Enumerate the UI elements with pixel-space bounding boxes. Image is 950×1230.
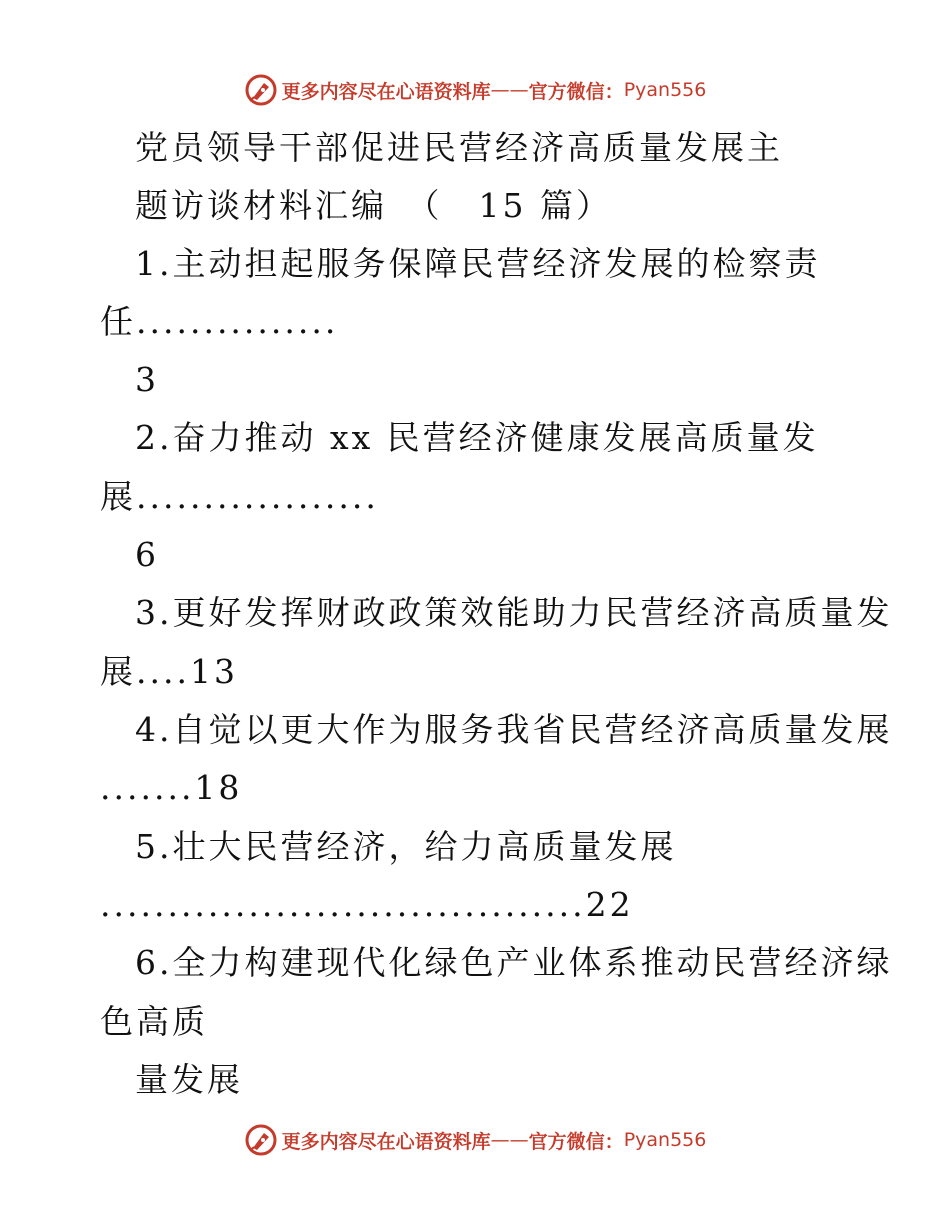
watermark-banner-bottom [0,1120,950,1160]
watermark-wechat-label: 官方微信： [528,1130,624,1153]
watermark-brand: 更多内容尽在心语资料库 [281,80,491,103]
watermark-wechat-label: 官方微信： [528,80,624,103]
document-title-line-1: 党员领导干部促进民营经济高质量发展主 [135,128,783,167]
toc-item-1: 1.主动担起服务保障民营经济发展的检察责 [135,244,821,283]
toc-item-6-cont-2: 量发展 [135,1060,243,1099]
toc-item-5-cont: ....................................22 [100,885,634,924]
toc-item-2-cont: 展.................. [100,477,379,516]
toc-item-6: 6.全力构建现代化绿色产业体系推动民营经济绿 [135,943,893,982]
toc-item-1-page: 3 [135,360,159,399]
watermark-separator: —— [490,79,529,101]
toc-item-4-cont: .......18 [100,768,243,807]
toc-item-4: 4.自觉以更大作为服务我省民营经济高质量发展 [135,710,893,749]
watermark-brand: 更多内容尽在心语资料库 [281,1130,491,1153]
watermark-wechat-id: Pyan556 [623,79,707,101]
toc-item-6-cont: 色高质 [100,1002,208,1041]
toc-item-3: 3.更好发挥财政政策效能助力民营经济高质量发 [135,593,893,632]
pen-nib-circle-icon [244,1123,278,1157]
pen-nib-circle-icon [244,73,278,107]
watermark-separator: —— [490,1129,529,1151]
toc-item-5: 5.壮大民营经济，给力高质量发展 [135,827,677,866]
toc-item-2: 2.奋力推动 xx 民营经济健康发展高质量发 [135,418,819,457]
watermark-banner-top [0,70,950,110]
toc-item-3-cont: 展....13 [100,652,238,691]
toc-item-2-page: 6 [135,535,159,574]
toc-item-1-cont: 任............... [100,302,339,341]
document-title-line-2: 题访谈材料汇编 （ 15 篇） [135,186,612,225]
watermark-wechat-id: Pyan556 [623,1129,707,1151]
